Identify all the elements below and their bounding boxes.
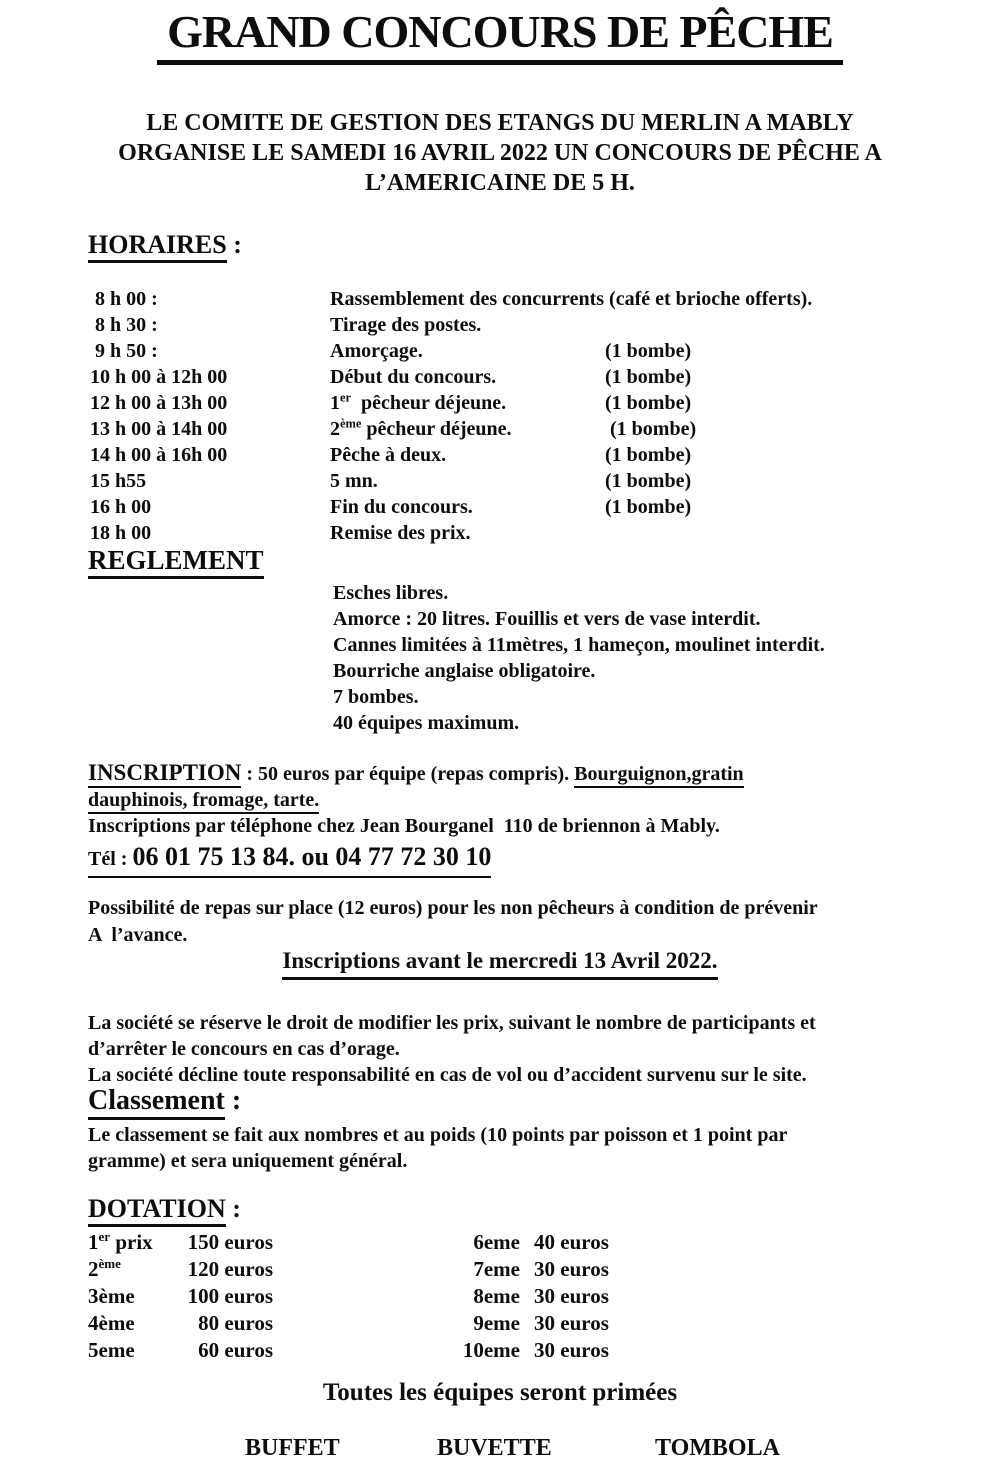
schedule-row	[88, 496, 912, 522]
inscription-menu-part1: Bourguignon,gratin	[574, 763, 743, 788]
section-heading-reglement	[88, 545, 264, 575]
schedule-row	[88, 288, 912, 314]
rule-line: Bourriche anglaise obligatoire.	[333, 660, 596, 682]
societe-line: d’arrêter le concours en cas d’orage.	[88, 1038, 400, 1060]
description-cell: Amorçage.	[330, 340, 423, 362]
rank-left-cell: 3ème	[88, 1284, 135, 1308]
amount-right-cell: 40 euros	[534, 1230, 609, 1254]
schedule-row	[88, 314, 912, 340]
inscription-heading-text: INSCRIPTION	[88, 760, 241, 788]
rule-line: 7 bombes.	[333, 686, 419, 708]
schedule-row	[88, 444, 912, 470]
inscription-tel-wrap	[88, 839, 918, 878]
bombe-cell: (1 bombe)	[605, 366, 692, 388]
dotation-colon: :	[225, 1194, 241, 1223]
schedule-row	[88, 470, 912, 496]
inscription-menu-part2: dauphinois, fromage, tarte.	[88, 789, 319, 814]
amount-left-cell: 150 euros	[187, 1230, 273, 1254]
bombe-cell: (1 bombe)	[605, 340, 692, 362]
intro-line: L’AMERICAINE DE 5 H.	[365, 170, 635, 196]
rank-left-cell: 4ème	[88, 1311, 135, 1335]
dotation-row	[88, 1338, 912, 1365]
stand-buffet: BUFFET	[245, 1435, 340, 1461]
schedule-row	[88, 392, 912, 418]
amount-left-cell: 80 euros	[198, 1311, 273, 1335]
rule-line: Cannes limitées à 11mètres, 1 hameçon, moulinet interdit.	[333, 634, 825, 656]
bombe-cell: (1 bombe)	[605, 470, 692, 492]
repas-line: Possibilité de repas sur place (12 euros) pour les non pêcheurs à condition de prévenir	[88, 897, 818, 919]
inscription-line-1	[88, 760, 918, 787]
inscription-block	[88, 760, 918, 878]
intro-paragraph	[0, 108, 1000, 198]
societe-line: La société décline toute responsabilité en cas de vol ou d’accident survenu sur le site.	[88, 1064, 807, 1086]
deadline-block	[0, 946, 1000, 980]
rank-left-cell: 5eme	[88, 1338, 135, 1362]
description-cell: 2ème pêcheur déjeune.	[330, 416, 512, 440]
title-block	[0, 6, 1000, 65]
amount-right-cell: 30 euros	[534, 1257, 609, 1281]
rank-right-cell: 6eme	[473, 1230, 520, 1254]
intro-line: LE COMITE DE GESTION DES ETANGS DU MERLIN A MABLY	[146, 110, 854, 136]
dotation-row	[88, 1257, 912, 1284]
time-cell: 10 h 00 à 12h 00	[90, 366, 228, 388]
dotation-row	[88, 1230, 912, 1257]
dotation-row	[88, 1284, 912, 1311]
rules-list	[333, 580, 825, 736]
section-heading-horaires	[88, 230, 242, 260]
deadline-text: Inscriptions avant le mercredi 13 Avril 2022.	[282, 946, 717, 980]
dotation-row	[88, 1311, 912, 1338]
description-cell: Rassemblement des concurrents (café et brioche offerts).	[330, 288, 813, 310]
time-cell: 12 h 00 à 13h 00	[90, 392, 228, 414]
repas-line: A l’avance.	[88, 924, 188, 946]
stand-buvette: BUVETTE	[437, 1435, 552, 1461]
description-cell: 1er pêcheur déjeune.	[330, 390, 507, 414]
time-cell: 14 h 00 à 16h 00	[90, 444, 228, 466]
rank-right-cell: 7eme	[473, 1257, 520, 1281]
horaires-heading-text: HORAIRES	[88, 230, 227, 263]
schedule-table	[88, 288, 912, 548]
intro-line: ORGANISE LE SAMEDI 16 AVRIL 2022 UN CONCOURS DE PÊCHE A	[118, 140, 882, 166]
inscription-separator: :	[241, 763, 259, 785]
bombe-cell: (1 bombe)	[605, 392, 692, 414]
section-heading-dotation	[88, 1194, 241, 1224]
page-title: GRAND CONCOURS DE PÊCHE	[157, 6, 843, 65]
tel-numbers: 06 01 75 13 84. ou 04 77 72 30 10	[132, 842, 492, 871]
time-cell: 18 h 00	[90, 522, 152, 544]
amount-left-cell: 100 euros	[187, 1284, 273, 1308]
dotation-heading-text: DOTATION	[88, 1194, 226, 1227]
inscription-phone-line: Inscriptions par téléphone chez Jean Bourganel 110 de briennon à Mably.	[88, 815, 720, 837]
tel-line	[88, 841, 491, 878]
schedule-row	[88, 340, 912, 366]
reglement-heading-text: REGLEMENT	[88, 545, 264, 579]
bombe-cell: (1 bombe)	[605, 418, 697, 440]
rank-right-cell: 10eme	[462, 1338, 520, 1362]
amount-right-cell: 30 euros	[534, 1311, 609, 1335]
description-cell: Fin du concours.	[330, 496, 473, 518]
amount-right-cell: 30 euros	[534, 1338, 609, 1362]
societe-paragraph	[88, 1010, 816, 1088]
description-cell: 5 mn.	[330, 470, 378, 492]
schedule-row	[88, 366, 912, 392]
classement-line: Le classement se fait aux nombres et au poids (10 points par poisson et 1 point par	[88, 1124, 788, 1146]
rank-left-cell: 1er prix	[88, 1229, 153, 1254]
footer-stands	[0, 1435, 1000, 1465]
rank-right-cell: 8eme	[473, 1284, 520, 1308]
classement-paragraph	[88, 1122, 787, 1174]
societe-line: La société se réserve le droit de modifier les prix, suivant le nombre de participants et	[88, 1012, 816, 1034]
rule-line: Esches libres.	[333, 582, 449, 604]
bombe-cell: (1 bombe)	[605, 444, 692, 466]
section-heading-classement	[88, 1086, 241, 1116]
rank-left-cell: 2ème	[88, 1256, 121, 1281]
amount-left-cell: 60 euros	[198, 1338, 273, 1362]
inscription-fee-text: 50 euros par équipe (repas compris).	[258, 763, 575, 785]
classement-line: gramme) et sera uniquement général.	[88, 1150, 408, 1172]
amount-left-cell: 120 euros	[187, 1257, 273, 1281]
stand-tombola: TOMBOLA	[655, 1435, 780, 1461]
description-cell: Début du concours.	[330, 366, 497, 388]
inscription-line-2	[88, 787, 918, 813]
time-cell: 8 h 00 :	[90, 288, 158, 310]
dotation-table	[88, 1230, 912, 1365]
description-cell: Remise des prix.	[330, 522, 471, 544]
description-cell: Pêche à deux.	[330, 444, 447, 466]
footer-primes: Toutes les équipes seront primées	[322, 1379, 678, 1406]
rule-line: Amorce : 20 litres. Fouillis et vers de vase interdit.	[333, 608, 761, 630]
time-cell: 15 h55	[90, 470, 147, 492]
description-cell: Tirage des postes.	[330, 314, 482, 336]
repas-paragraph	[88, 895, 818, 949]
rank-right-cell: 9eme	[473, 1311, 520, 1335]
tel-label: Tél :	[88, 848, 133, 870]
classement-colon: :	[224, 1085, 242, 1116]
classement-heading-text: Classement	[88, 1085, 225, 1120]
rule-line: 40 équipes maximum.	[333, 712, 520, 734]
time-cell: 13 h 00 à 14h 00	[90, 418, 228, 440]
time-cell: 9 h 50 :	[90, 340, 158, 362]
horaires-colon: :	[226, 230, 242, 259]
time-cell: 16 h 00	[90, 496, 152, 518]
bombe-cell: (1 bombe)	[605, 496, 692, 518]
amount-right-cell: 30 euros	[534, 1284, 609, 1308]
schedule-row	[88, 418, 912, 444]
time-cell: 8 h 30 :	[90, 314, 158, 336]
